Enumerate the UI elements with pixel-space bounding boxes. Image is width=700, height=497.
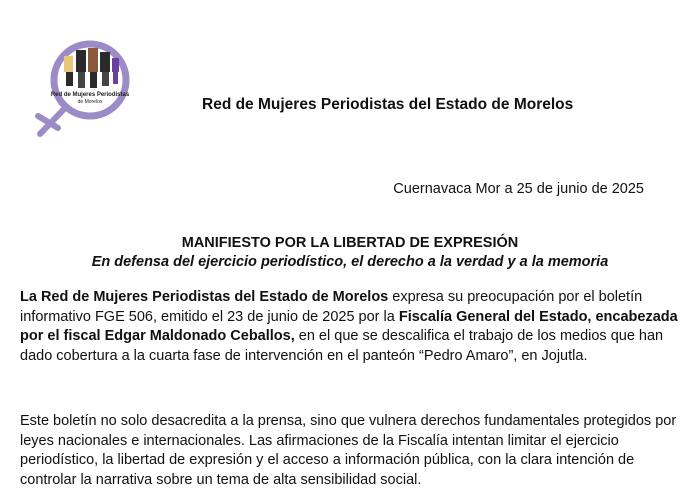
paragraph-1-bold-1: La Red de Mujeres Periodistas del Estado de Morelos — [20, 289, 389, 305]
document-subtitle: En defensa del ejercicio periodístico, el derecho a la verdad y a la memoria — [91, 254, 609, 270]
date-location: Cuernavaca Mor a 25 de junio de 2025 — [393, 181, 644, 197]
logo-text-line1: Red de Mujeres Periodistas — [50, 92, 130, 98]
paragraph-2: Este boletín no solo desacredita a la prensa, sino que vulnera derechos fundamentales protegidos por leyes nacionales e internacionales. Las afirmaciones de la Fiscalía intentan limitar el ejercicio periodístico, la libertad de expresión y el acceso a información pública, con la clara intención de controlar la narrativa sobre un tema de alta sensibilidad social. — [20, 413, 677, 488]
paragraph-1 — [20, 288, 684, 366]
paragraph-1-text-2: en el que se descalifica el trabajo de los medios que han dado cobertura a la cuarta fase de intervención en el panteón “Pedro Amaro”, en Jojutla. — [20, 328, 664, 364]
document-title: MANIFIESTO POR LA LIBERTAD DE EXPRESIÓN — [181, 235, 519, 251]
paragraph-1-text-1: expresa su preocupación por el boletín informativo FGE 506, emitido el 23 de junio de 2025 por la — [20, 289, 643, 325]
organization-logo — [28, 36, 138, 140]
paragraph-1-bold-2: Fiscalía General del Estado, encabezada por el fiscal Edgar Maldonado Ceballos, — [20, 308, 678, 344]
organization-name: Red de Mujeres Periodistas del Estado de Morelos — [202, 96, 574, 113]
logo-text-line2: de Morelos — [77, 99, 103, 105]
